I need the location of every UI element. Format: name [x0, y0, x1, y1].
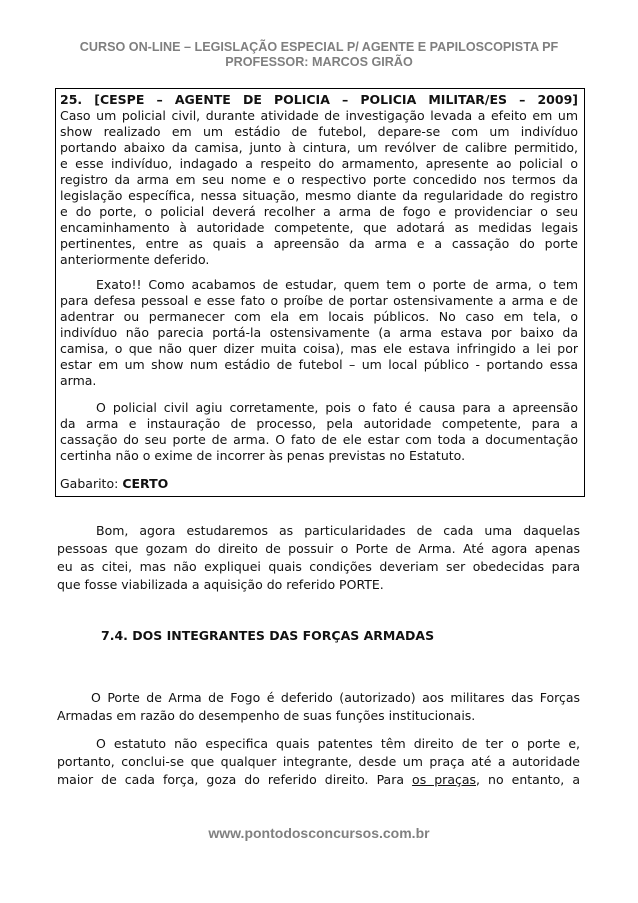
- question-line: registro da arma em seu nome e o respectivo porte concedido nos termos da: [60, 172, 578, 187]
- text-line: Armadas em razão do desempenho de suas funções institucionais.: [57, 708, 476, 723]
- text-line: que fosse viabilizada a aquisição do referido PORTE.: [57, 577, 384, 592]
- answer-line: [60, 476, 578, 492]
- section-heading: 7.4. DOS INTEGRANTES DAS FORÇAS ARMADAS: [101, 628, 435, 643]
- question-line: pertinentes, entre as quais a apreensão da arma e a cassação do porte: [60, 236, 578, 251]
- text-line: da arma e instauração de processo, pela autoridade competente, para a: [60, 416, 578, 431]
- text-line: adentrar ou permanecer com ela em locais públicos. No caso em tela, o: [60, 309, 578, 324]
- text-line: O Porte de Arma de Fogo é deferido (autorizado) aos militares das Forças: [91, 690, 580, 705]
- text-line: eu as citei, mas não expliquei quais condições deveriam ser obedecidas para: [57, 559, 580, 574]
- footer-url: www.pontodosconcursos.com.br: [208, 825, 430, 841]
- question-line: e do porte, o policial deverá recolher a arma de fogo e providenciar o seu: [60, 204, 578, 219]
- text-line: cassação do seu porte de arma. O fato de ele estar com toda a documentação: [60, 432, 578, 447]
- question-line: Caso um policial civil, durante atividade de investigação levada a efeito em um: [60, 108, 578, 123]
- body-paragraph-2: [57, 735, 580, 789]
- question-line: encaminhamento à autoridade competente, que adotará as medidas legais: [60, 220, 578, 235]
- text-line: arma.: [60, 373, 97, 388]
- answer-value: CERTO: [122, 476, 169, 491]
- header-course-title: CURSO ON-LINE – LEGISLAÇÃO ESPECIAL P/ AGENTE E PAPILOSCOPISTA PF: [79, 40, 559, 54]
- text-segment: , no entanto, a: [476, 772, 580, 787]
- question-line: legislação específica, nessa situação, mesmo diante da regularidade do registro: [60, 188, 578, 203]
- text-line: O estatuto não especifica quais patentes têm direito de ter o porte e,: [96, 736, 580, 751]
- comment-paragraph-2: [60, 400, 578, 464]
- answer-label: Gabarito:: [60, 476, 119, 491]
- answer-text: [60, 476, 578, 492]
- question-title: 25. [CESPE – AGENTE DE POLICIA – POLICIA MILITAR/ES – 2009]: [60, 92, 578, 107]
- page-header: [0, 40, 638, 70]
- comment-paragraph-1: [60, 277, 578, 389]
- text-line: pessoas que gozam do direito de possuir o Porte de Arma. Até agora apenas: [57, 541, 580, 556]
- text-line: estar em um show num estádio de futebol – um local público - portando essa: [60, 357, 578, 372]
- text-line: certinha não o exime de incorrer às penas previstas no Estatuto.: [60, 448, 466, 463]
- question-line: portando abaixo da camisa, junto à cintura, um revólver de calibre permitido,: [60, 140, 578, 155]
- header-professor: PROFESSOR: MARCOS GIRÃO: [225, 55, 413, 69]
- intro-paragraph: [57, 522, 580, 594]
- question-block: [60, 92, 578, 268]
- question-line: e esse indivíduo, indagado a respeito do armamento, apresente ao policial o: [60, 156, 578, 171]
- text-line: portanto, conclui-se que qualquer integrante, desde um praça até a autoridade: [57, 754, 580, 769]
- body-paragraph-1: [57, 689, 580, 725]
- text-line: indivíduo não parecia portá-la ostensivamente (a arma estava por baixo da: [60, 325, 578, 340]
- text-line: Exato!! Como acabamos de estudar, quem tem o porte de arma, o tem: [96, 277, 578, 292]
- text-line: O policial civil agiu corretamente, pois o fato é causa para a apreensão: [96, 400, 578, 415]
- question-line: show realizado em um estádio de futebol, depare-se com um indivíduo: [60, 124, 578, 139]
- underlined-term: os praças: [412, 772, 477, 787]
- text-line: Bom, agora estudaremos as particularidades de cada uma daquelas: [96, 523, 580, 538]
- question-line: anteriormente deferido.: [60, 252, 210, 267]
- text-line: [57, 771, 580, 789]
- text-line: para defesa pessoal e esse fato o proíbe de portar ostensivamente a arma e de: [60, 293, 578, 308]
- text-segment: maior de cada força, goza do referido direito. Para: [57, 772, 413, 787]
- text-line: camisa, o que não quer dizer muita coisa), mas ele estava infringido a lei por: [60, 341, 578, 356]
